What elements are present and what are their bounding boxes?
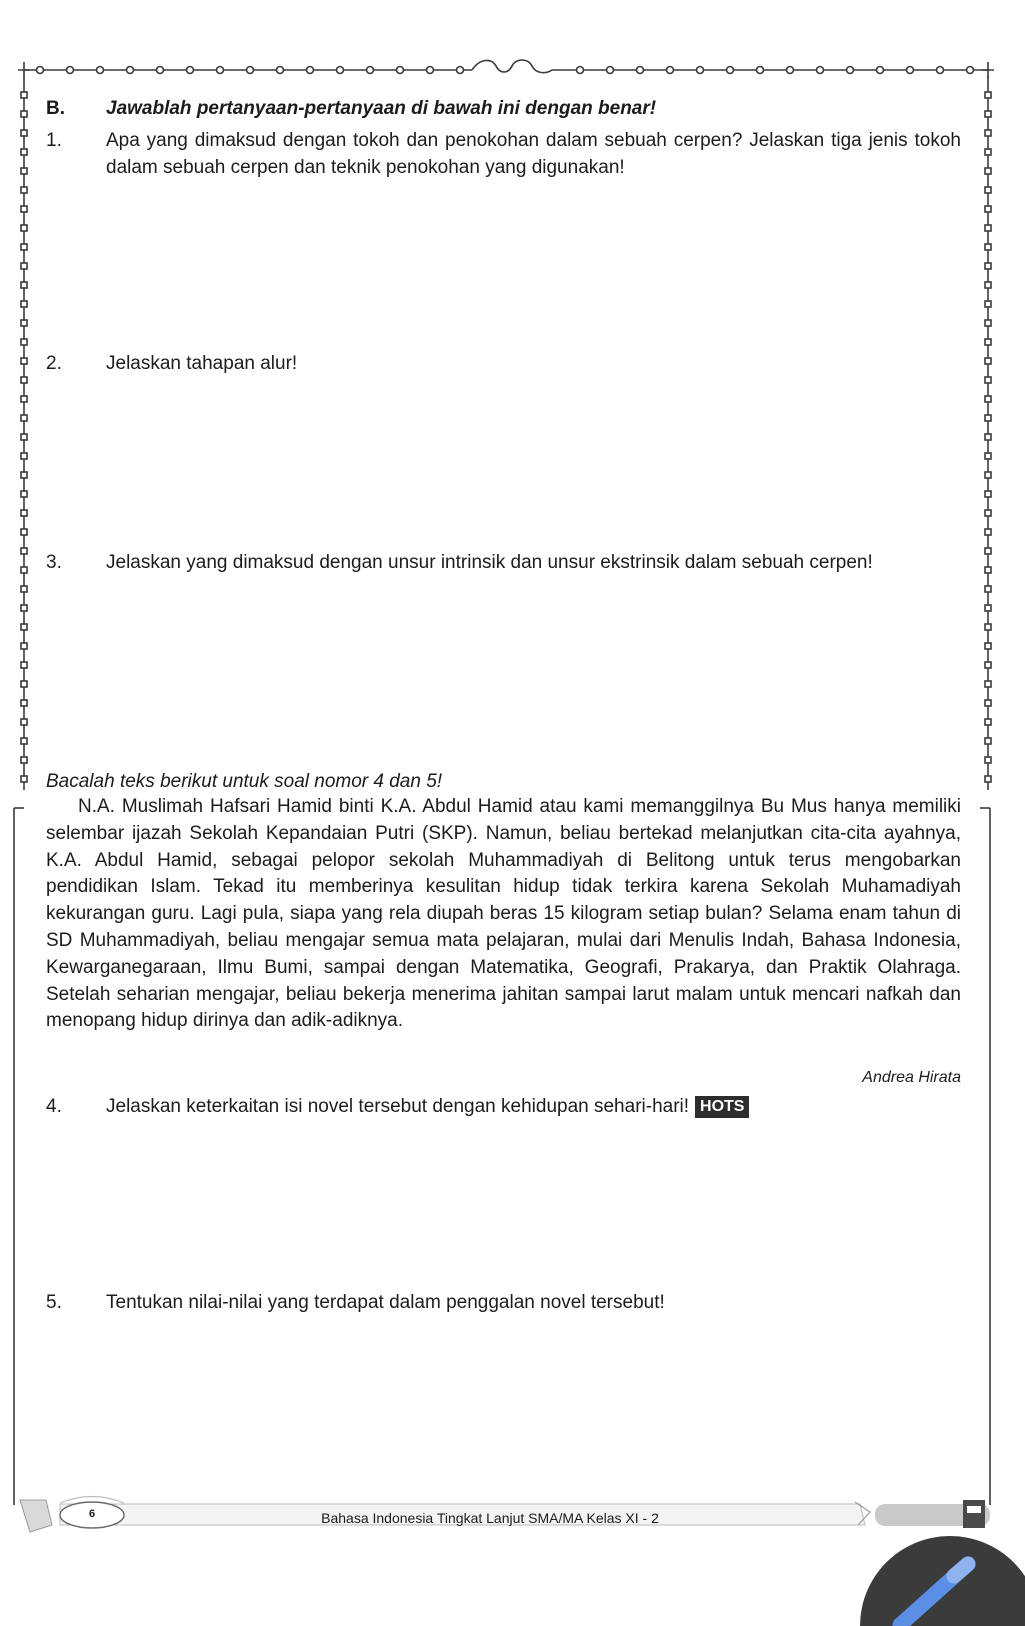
- question-number: 4.: [46, 1096, 62, 1117]
- question-number: 1.: [46, 130, 62, 151]
- hots-badge: HOTS: [695, 1096, 749, 1118]
- question-1: [46, 127, 961, 181]
- question-text: Tentukan nilai-nilai yang terdapat dalam penggalan novel tersebut!: [106, 1292, 665, 1313]
- section-instruction: Jawablah pertanyaan-pertanyaan di bawah ini dengan benar!: [106, 98, 657, 119]
- question-text: Jelaskan yang dimaksud dengan unsur intrinsik dan unsur ekstrinsik dalam sebuah cerpen!: [106, 552, 873, 573]
- question-number: 5.: [46, 1292, 62, 1313]
- question-text: Jelaskan tahapan alur!: [106, 353, 298, 374]
- passage-paragraph: N.A. Muslimah Hafsari Hamid binti K.A. Abdul Hamid atau kami memanggilnya Bu Mus hanya memiliki selembar ijazah Sekolah Kepandaian Putri (SKP). Namun, beliau bertekad melanjutkan cita-cita ayahnya, K.A. Abdul Hamid, sebagai pelopor sekolah Muhammadiyah di Belitong untuk terus mengobarkan pendidikan Islam. Tekad itu memberinya kesulitan hidup tidak terkira karena Sekolah Muhamadiyah kekurangan guru. Lagi pula, siapa yang rela diupah beras 15 kilogram setiap bulan? Selama enam tahun di SD Muhammadiyah, beliau mengajar semua mata pelajaran, mulai dari Menulis Indah, Bahasa Indonesia, Kewarganegaraan, Ilmu Bumi, sampai dengan Matematika, Geografi, Prakarya, dan Praktik Olahraga. Setelah seharian mengajar, beliau bekerja menerima jahitan sampai larut malam untuk mencari nafkah dan menopang hidup dirinya dan adik-adiknya.: [46, 796, 961, 1032]
- reading-passage: [46, 794, 961, 1035]
- question-text: Apa yang dimaksud dengan tokoh dan penokohan dalam sebuah cerpen? Jelaskan tiga jenis tokoh dalam sebuah cerpen dan teknik penokohan yang digunakan!: [106, 130, 961, 178]
- passage-author: Andrea Hirata: [862, 1069, 961, 1086]
- book-title: Bahasa Indonesia Tingkat Lanjut SMA/MA Kelas XI - 2: [321, 1510, 659, 1526]
- reading-instruction: Bacalah teks berikut untuk soal nomor 4 dan 5!: [46, 771, 443, 792]
- section-letter: B.: [46, 98, 65, 119]
- question-number: 2.: [46, 353, 62, 374]
- question-2: [46, 350, 961, 377]
- question-text: Jelaskan keterkaitan isi novel tersebut dengan kehidupan sehari-hari!: [106, 1096, 690, 1117]
- section-heading: [46, 97, 976, 121]
- edit-fab-button[interactable]: [860, 1532, 1025, 1626]
- question-3: [46, 549, 961, 576]
- question-5: [46, 1289, 961, 1316]
- question-number: 3.: [46, 552, 62, 573]
- page-number: 6: [88, 1508, 96, 1520]
- question-4: [46, 1093, 961, 1120]
